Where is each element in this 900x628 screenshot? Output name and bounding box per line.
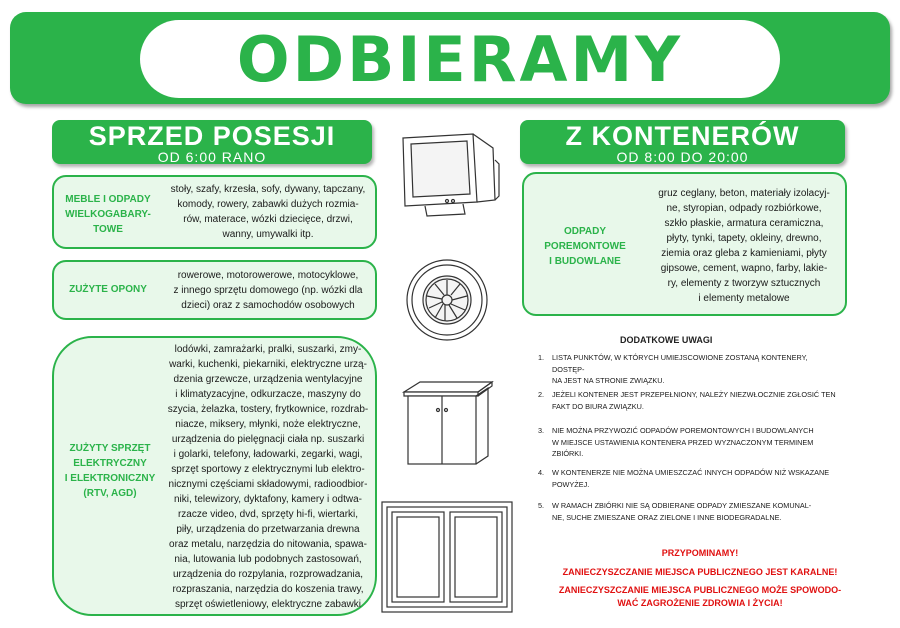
category-box-furniture bbox=[52, 175, 377, 249]
page-title: ODBIERAMY bbox=[236, 22, 684, 96]
title-banner-inner bbox=[140, 20, 780, 98]
left-header-subtitle: OD 6:00 RANO bbox=[157, 149, 267, 165]
text-line: warki, kuchenki, piekarniki, elektryczne urzą- bbox=[169, 359, 367, 370]
label-line: ZUŻYTY SPRZĘT bbox=[69, 443, 151, 454]
text-line: rowerowe, motorowerowe, motocyklowe, bbox=[177, 270, 359, 281]
text-line: urządzenia do pielęgnacji ciała np. suszarki bbox=[171, 434, 365, 445]
label-line: POREMONTOWE bbox=[544, 241, 626, 252]
note-line: W MIEJSCE USTAWIENIA KONTENERA PRZED WYZNACZONYM TERMINEM bbox=[552, 437, 814, 447]
tire-icon bbox=[405, 258, 490, 343]
text-line: niacze, miksery, młynki, noże elektryczne, bbox=[175, 419, 361, 430]
note-text bbox=[552, 352, 838, 387]
label-line: I ELEKTRONICZNY bbox=[64, 473, 156, 484]
left-section-header bbox=[52, 120, 372, 164]
text-line: ziemia oraz gleba z kamieniami, płyty bbox=[661, 248, 827, 259]
note-item bbox=[538, 467, 838, 490]
text-line: urządzenia do rozpylania, rozprowadzania, bbox=[172, 569, 364, 580]
text-line: nia, lutowania lub podobnych zastosowań, bbox=[174, 554, 362, 565]
note-item bbox=[538, 500, 843, 523]
text-line: dzenia grzewcze, urządzenia wentylacyjne bbox=[173, 374, 363, 385]
text-line: rów, materace, wózki dziecięce, drzwi, bbox=[183, 214, 353, 225]
right-header-title: Z KONTENERÓW bbox=[565, 121, 800, 151]
text-line: niki, telewizory, dyktafony, kamery i odtwa- bbox=[173, 494, 363, 505]
text-line: komody, rowery, zabawki dużych rozmia- bbox=[177, 199, 359, 210]
right-section-header bbox=[520, 120, 845, 164]
text-line: rozpraszania, narzędzia do koszenia trawy, bbox=[172, 584, 364, 595]
note-line: NA JEST NA STRONIE ZWIĄZKU. bbox=[552, 376, 665, 385]
text-line: nicznymi częściami składowymi, radioodbior- bbox=[168, 479, 368, 490]
text-line: piły, urządzenia do przetwarzania drewna bbox=[176, 524, 360, 535]
note-number: 1. bbox=[538, 353, 545, 362]
note-line: NE, SUCHE ZMIESZANE ORAZ ZIELONE I INNE BIODEGRADALNE. bbox=[552, 512, 782, 522]
note-line: FAKT DO BIURA ZWIĄZKU. bbox=[552, 401, 644, 411]
note-number: 3. bbox=[538, 426, 545, 435]
text-line: gipsowe, cement, wapno, farby, lakie- bbox=[660, 263, 828, 274]
category-box-tires bbox=[52, 260, 377, 320]
label-line: TOWE bbox=[93, 224, 123, 235]
category-label-construction bbox=[530, 224, 640, 269]
label-line: WIELKOGABARY- bbox=[65, 209, 151, 220]
notes-title: DODATKOWE UWAGI bbox=[620, 335, 713, 345]
text-line: stoły, szafy, krzesła, sofy, dywany, tapczany, bbox=[170, 184, 366, 195]
text-line: ne, styropian, odpady rozbiórkowe, bbox=[666, 203, 822, 214]
text-line: płyty, tynki, tapety, okleiny, drewno, bbox=[666, 233, 822, 244]
category-text-construction bbox=[644, 186, 844, 306]
note-item bbox=[538, 389, 838, 412]
label-line: ZUŻYTE OPONY bbox=[69, 284, 147, 295]
note-line: W RAMACH ZBIÓRKI NIE SĄ ODBIERANE ODPADY ZMIESZANE KOMUNAL- bbox=[552, 501, 812, 510]
note-item bbox=[538, 352, 838, 387]
text-line: szycia, żelazka, tostery, frytkownice, rozdrab- bbox=[167, 404, 369, 415]
text-line: i golarki, telefony, ładowarki, zegarki, wagi, bbox=[173, 449, 363, 460]
note-line: W KONTENERZE NIE MOŻNA UMIESZCZAĆ INNYCH ODPADÓW NIŻ WSKAZANE bbox=[552, 468, 830, 477]
note-number: 4. bbox=[538, 468, 545, 477]
text-line: wanny, umywalki itp. bbox=[222, 229, 314, 240]
category-text-furniture bbox=[162, 182, 374, 242]
category-label-furniture bbox=[58, 192, 158, 237]
category-label-tires bbox=[58, 282, 158, 297]
category-box-construction bbox=[522, 172, 847, 316]
reminder-title: PRZYPOMINAMY! bbox=[661, 548, 739, 558]
note-text bbox=[552, 467, 838, 490]
category-text-tires bbox=[162, 268, 374, 313]
note-line: POWYŻEJ. bbox=[552, 479, 590, 489]
note-line: NIE MOŻNA PRZYWOZIĆ ODPADÓW POREMONTOWYCH I BUDOWLANYCH bbox=[552, 426, 814, 435]
cabinet-icon bbox=[400, 378, 495, 470]
right-header-subtitle: OD 8:00 DO 20:00 bbox=[616, 149, 749, 165]
note-line: LISTA PUNKTÓW, W KTÓRYCH UMIEJSCOWIONE ZOSTANĄ KONTENERY, DOSTĘP- bbox=[552, 353, 808, 374]
note-number: 5. bbox=[538, 501, 545, 510]
title-banner bbox=[10, 12, 890, 104]
text-line: z innego sprzętu domowego (np. wózki dla bbox=[173, 285, 363, 296]
note-text bbox=[552, 500, 843, 523]
category-label-electronics bbox=[60, 441, 160, 501]
note-item bbox=[538, 425, 843, 460]
label-line: I BUDOWLANE bbox=[549, 256, 621, 267]
note-number: 2. bbox=[538, 390, 545, 399]
window-icon bbox=[380, 500, 515, 615]
category-text-electronics bbox=[162, 342, 374, 612]
label-line: (RTV, AGD) bbox=[83, 488, 137, 499]
text-line: lodówki, zamrażarki, pralki, suszarki, zmy- bbox=[174, 344, 362, 355]
text-line: i elementy metalowe bbox=[698, 293, 790, 304]
label-line: ODPADY bbox=[563, 226, 607, 237]
note-line: JEŻELI KONTENER JEST PRZEPEŁNIONY, NALEŻY NIEZWŁOCZNIE ZGŁOSIĆ TEN bbox=[552, 390, 836, 399]
reminder-line-2b: WAĆ ZAGROŻENIE ZDROWIA I ŻYCIA! bbox=[617, 598, 783, 608]
text-line: oraz metalu, narzędzia do nitowania, spawa- bbox=[169, 539, 367, 550]
label-line: MEBLE I ODPADY bbox=[65, 194, 151, 205]
left-header-title: SPRZED POSESJI bbox=[88, 121, 336, 151]
text-line: szkło płaskie, armatura ceramiczna, bbox=[664, 218, 824, 229]
text-line: gruz ceglany, beton, materiały izolacyj- bbox=[658, 188, 830, 199]
reminder-line-1: ZANIECZYSZCZANIE MIEJSCA PUBLICZNEGO JEST KARALNE! bbox=[562, 567, 838, 577]
text-line: sprzęt oświetleniowy, elektryczne zabawki bbox=[174, 599, 361, 610]
category-box-electronics bbox=[52, 336, 377, 616]
note-text bbox=[552, 389, 838, 412]
text-line: rzacze video, dvd, sprzęty hi-fi, wiertarki, bbox=[177, 509, 359, 520]
text-line: ry, elementy z tworzyw sztucznych bbox=[667, 278, 821, 289]
reminder-line-2a: ZANIECZYSZCZANIE MIEJSCA PUBLICZNEGO MOŻE SPOWODO- bbox=[558, 585, 842, 595]
note-text bbox=[552, 425, 843, 460]
text-line: i klimatyzacyjne, odkurzacze, maszyny do bbox=[175, 389, 361, 400]
text-line: dzieci) oraz z samochodów osobowych bbox=[181, 300, 355, 311]
note-line: ZBIÓRKI. bbox=[552, 449, 584, 458]
crt-monitor-icon bbox=[395, 130, 500, 220]
text-line: sprzęt sportowy z elektrycznymi lub elektro- bbox=[171, 464, 365, 475]
label-line: ELEKTRYCZNY bbox=[73, 458, 147, 469]
